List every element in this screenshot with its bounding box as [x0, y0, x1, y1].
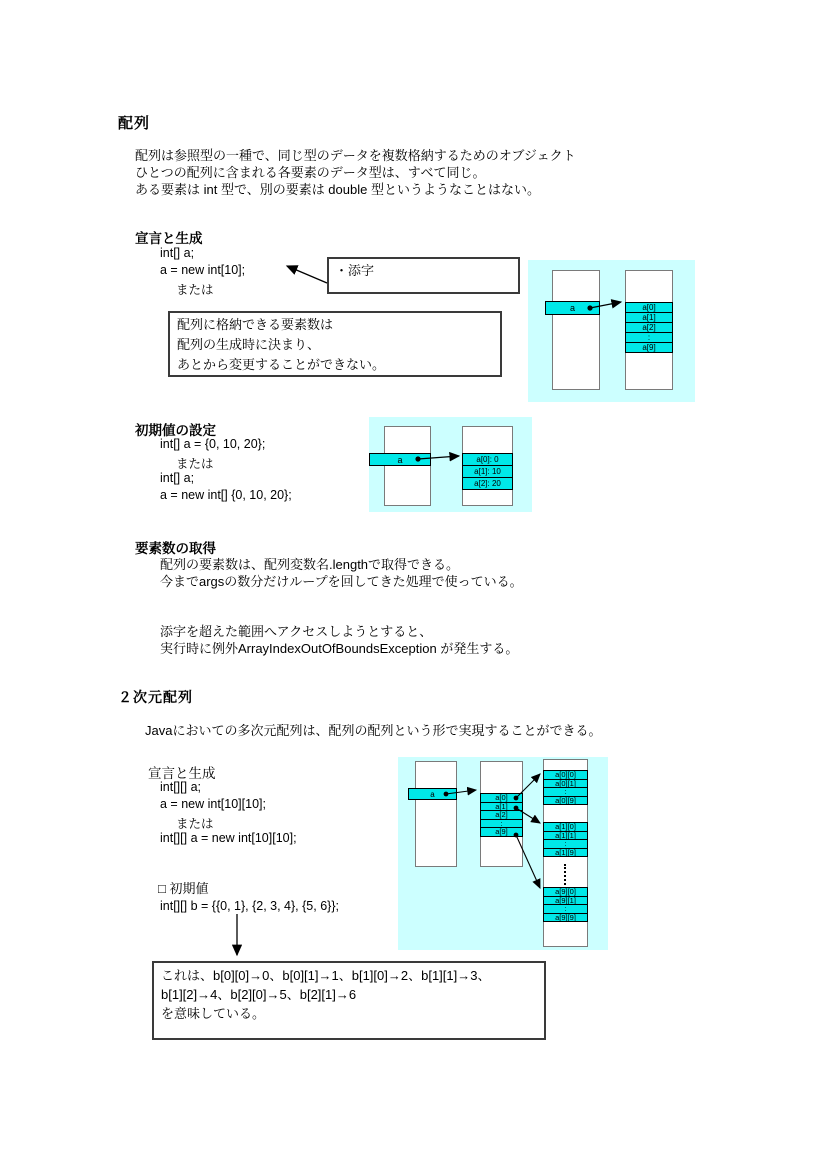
- intro-line: ある要素は int 型で、別の要素は double 型というようなことはない。: [135, 182, 540, 197]
- array-cell: a[0][0]: [543, 770, 588, 780]
- twodim-intro: Javaにおいての多次元配列は、配列の配列という形で実現することができる。: [145, 723, 602, 738]
- array-cell: a[2]: [480, 810, 523, 820]
- array-cell: a[9][0]: [543, 887, 588, 897]
- array-cell: a[0][9]: [543, 796, 588, 806]
- note-line: 配列の生成時に決まり、: [177, 337, 321, 352]
- note-line: 配列に格納できる要素数は: [177, 317, 334, 332]
- array-cell: a[1][1]: [543, 831, 588, 841]
- array-cell: :: [543, 839, 588, 849]
- code-line: または: [176, 817, 214, 831]
- note-line: あとから変更することができない。: [177, 357, 386, 372]
- meaning-note-box: [152, 961, 546, 1040]
- fixed-size-note-box: [168, 311, 502, 377]
- section-heading-2d: ２次元配列: [118, 689, 193, 705]
- section-heading-length: 要素数の取得: [135, 541, 216, 556]
- code-line: int[][] a;: [160, 780, 201, 794]
- diagram-2d-array: [398, 757, 608, 950]
- array-cell: :: [625, 332, 673, 343]
- array-cell: a[1]: [625, 312, 673, 323]
- code-line: int[] a;: [160, 471, 195, 485]
- array-cell: :: [543, 904, 588, 914]
- soeji-callout-box: [327, 257, 520, 294]
- meaning-line: を意味している。: [161, 1006, 266, 1021]
- code-line: a = new int[10];: [160, 263, 246, 277]
- variable-cell: a: [545, 301, 600, 315]
- intro-line: 配列は参照型の一種で、同じ型のデータを複数格納するためのオブジェクト: [135, 148, 576, 163]
- array-cell: a[9]: [480, 827, 523, 837]
- section-heading-init: 初期値の設定: [135, 423, 216, 438]
- array-cell: a[1][0]: [543, 822, 588, 832]
- code-line: int[] a = {0, 10, 20};: [160, 437, 266, 451]
- array-cell: a[0][1]: [543, 779, 588, 789]
- code-line: a = new int[10][10];: [160, 797, 266, 811]
- intro-line: ひとつの配列に含まれる各要素のデータ型は、すべて同じ。: [135, 165, 486, 180]
- page-title: 配列: [118, 115, 151, 132]
- array-cell: a[9][1]: [543, 896, 588, 906]
- meaning-line: b[1][2]→4、b[2][0]→5、b[2][1]→6: [161, 987, 357, 1002]
- diagram-1d-array: [528, 260, 695, 402]
- reference-arrow: [369, 417, 532, 512]
- section-heading-declaration: 宣言と生成: [135, 231, 203, 246]
- array-cell: a[1][9]: [543, 848, 588, 858]
- variable-cell: a: [369, 453, 431, 466]
- twodim-decl-heading: 宣言と生成: [148, 766, 216, 781]
- reference-arrows: [398, 757, 608, 950]
- code-line: a = new int[] {0, 10, 20};: [160, 488, 292, 502]
- length-line: 今までargsの数分だけループを回してきた処理で使っている。: [160, 574, 523, 589]
- diagram-initialized-array: [369, 417, 532, 512]
- code-line: または: [176, 283, 214, 297]
- code-line: int[] a;: [160, 246, 195, 260]
- length-line: 実行時に例外ArrayIndexOutOfBoundsException が発生する。: [160, 641, 519, 656]
- array-cell: a[9]: [625, 342, 673, 353]
- array-cell: a[0]: [480, 793, 523, 803]
- variable-cell: a: [408, 788, 457, 800]
- array-cell: a[2]: [625, 322, 673, 333]
- array-cell: a[0]: [625, 302, 673, 313]
- array-cell: a[1]: [480, 802, 523, 812]
- soeji-arrow: [283, 260, 331, 288]
- init-label: □ 初期値: [158, 881, 209, 896]
- array-cell: a[2]: 20: [462, 477, 513, 490]
- length-line: 添字を超えた範囲へアクセスしようとすると、: [160, 624, 433, 639]
- array-cell: a[1]: 10: [462, 465, 513, 478]
- code-line: int[][] b = {{0, 1}, {2, 3, 4}, {5, 6}};: [160, 899, 339, 913]
- meaning-line: これは、b[0][0]→0、b[0][1]→1、b[1][0]→2、b[1][1]→3、: [161, 968, 491, 983]
- soeji-label: ・添字: [335, 263, 375, 278]
- code-line: または: [176, 457, 214, 471]
- array-cell: a[9][9]: [543, 913, 588, 923]
- code-line: int[][] a = new int[10][10];: [160, 831, 297, 845]
- reference-arrow: [528, 260, 695, 402]
- array-cell: :: [543, 787, 588, 797]
- array-cell: a[0]: 0: [462, 453, 513, 466]
- array-cell: :: [480, 819, 523, 829]
- length-line: 配列の要素数は、配列変数名.lengthで取得できる。: [160, 557, 460, 572]
- down-arrow: [230, 913, 246, 961]
